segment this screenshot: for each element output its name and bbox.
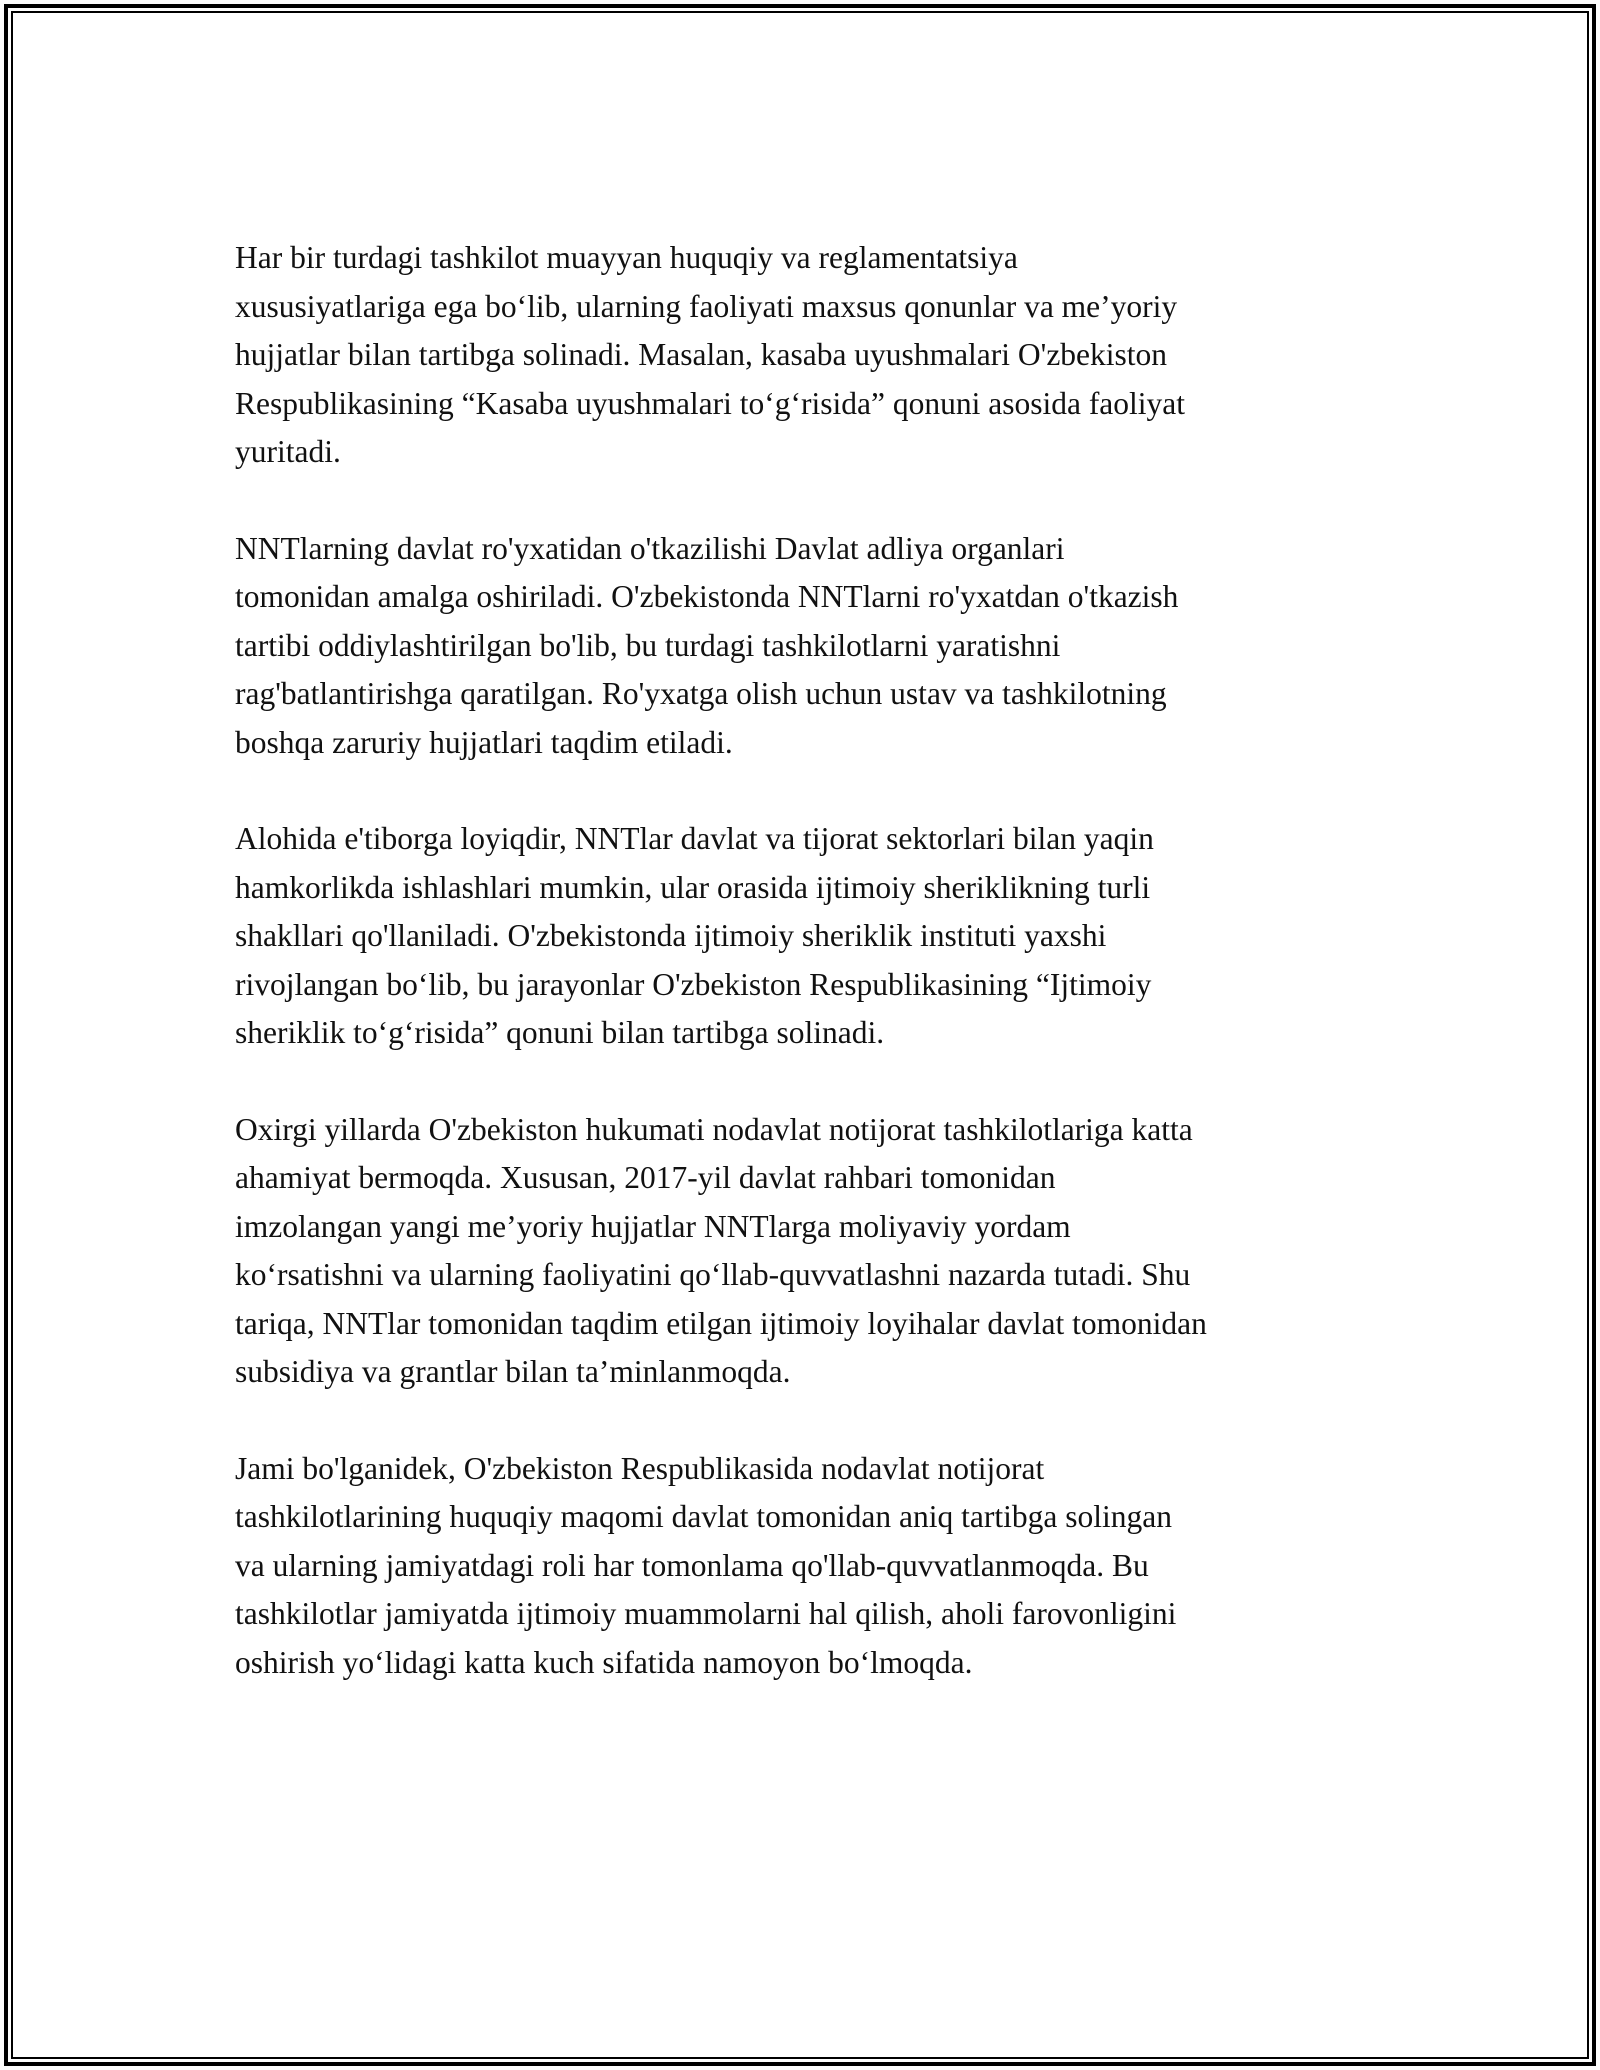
text-line: Har bir turdagi tashkilot muayyan huquqiy va reglamentatsiya [235,240,1018,275]
text-line: boshqa zaruriy hujjatlari taqdim etiladi. [235,724,733,760]
text-line: xususiyatlariga ega bo‘lib, ularning faoliyati maxsus qonunlar va me’yoriy [235,288,1178,324]
text-line: hujjatlar bilan tartibga solinadi. Masalan, kasaba uyushmalari O'zbekiston [235,337,1168,372]
text-line: yuritadi. [235,434,341,469]
text-line: tariqa, NNTlar tomonidan taqdim etilgan ijtimoiy loyihalar davlat tomonidan [235,1305,1207,1341]
text-line: Alohida e'tiborga loyiqdir, NNTlar davlat va tijorat sektorlari bilan yaqin [235,821,1154,856]
text-line: rivojlangan bo‘lib, bu jarayonlar O'zbekiston Respublikasining “Ijtimoiy [235,966,1152,1002]
text-line: oshirish yo‘lidagi katta kuch sifatida namoyon bo‘lmoqda. [235,1644,973,1680]
text-line: Respublikasining “Kasaba uyushmalari to‘g‘risida” qonuni asosida faoliyat [235,385,1186,421]
text-line: tomonidan amalga oshiriladi. O'zbekistonda NNTlarni ro'yxatdan o'tkazish [235,579,1179,614]
text-line: Oxirgi yillarda O'zbekiston hukumati nodavlat notijorat tashkilotlariga katta [235,1111,1193,1147]
paragraph-registration [235,525,1385,768]
text-line: tartibi oddiylashtirilgan bo'lib, bu turdagi tashkilotlarni yaratishni [235,627,1061,663]
text-line: Jami bo'lganidek, O'zbekiston Respublikasida nodavlat notijorat [235,1450,1045,1486]
paragraph-conclusion [235,1445,1385,1688]
text-line: va ularning jamiyatdagi roli har tomonlama qo'llab-quvvatlanmoqda. Bu [235,1547,1149,1583]
text-line: ahamiyat bermoqda. Xususan, 2017-yil davlat rahbari tomonidan [235,1160,1056,1195]
text-line: shakllari qo'llaniladi. O'zbekistonda ijtimoiy sheriklik instituti yaxshi [235,918,1107,953]
text-line: sheriklik to‘g‘risida” qonuni bilan tartibga solinadi. [235,1015,885,1050]
paragraph-legal-regulation [235,234,1385,477]
paragraph-social-partnership [235,815,1385,1058]
document-body [235,234,1385,1735]
text-line: ko‘rsatishni va ularning faoliyatini qo‘llab-quvvatlashni nazarda tutadi. Shu [235,1257,1191,1292]
text-line: tashkilotlarining huquqiy maqomi davlat tomonidan aniq tartibga solingan [235,1499,1172,1534]
text-line: imzolangan yangi me’yoriy hujjatlar NNTlarga moliyaviy yordam [235,1208,1071,1244]
text-line: rag'batlantirishga qaratilgan. Ro'yxatga olish uchun ustav va tashkilotning [235,676,1167,711]
text-line: hamkorlikda ishlashlari mumkin, ular orasida ijtimoiy sheriklikning turli [235,869,1151,905]
paragraph-government-support [235,1106,1385,1397]
text-line: NNTlarning davlat ro'yxatidan o'tkazilishi Davlat adliya organlari [235,530,1065,566]
text-line: subsidiya va grantlar bilan ta’minlanmoqda. [235,1354,791,1389]
text-line: tashkilotlar jamiyatda ijtimoiy muammolarni hal qilish, aholi farovonligini [235,1596,1177,1631]
